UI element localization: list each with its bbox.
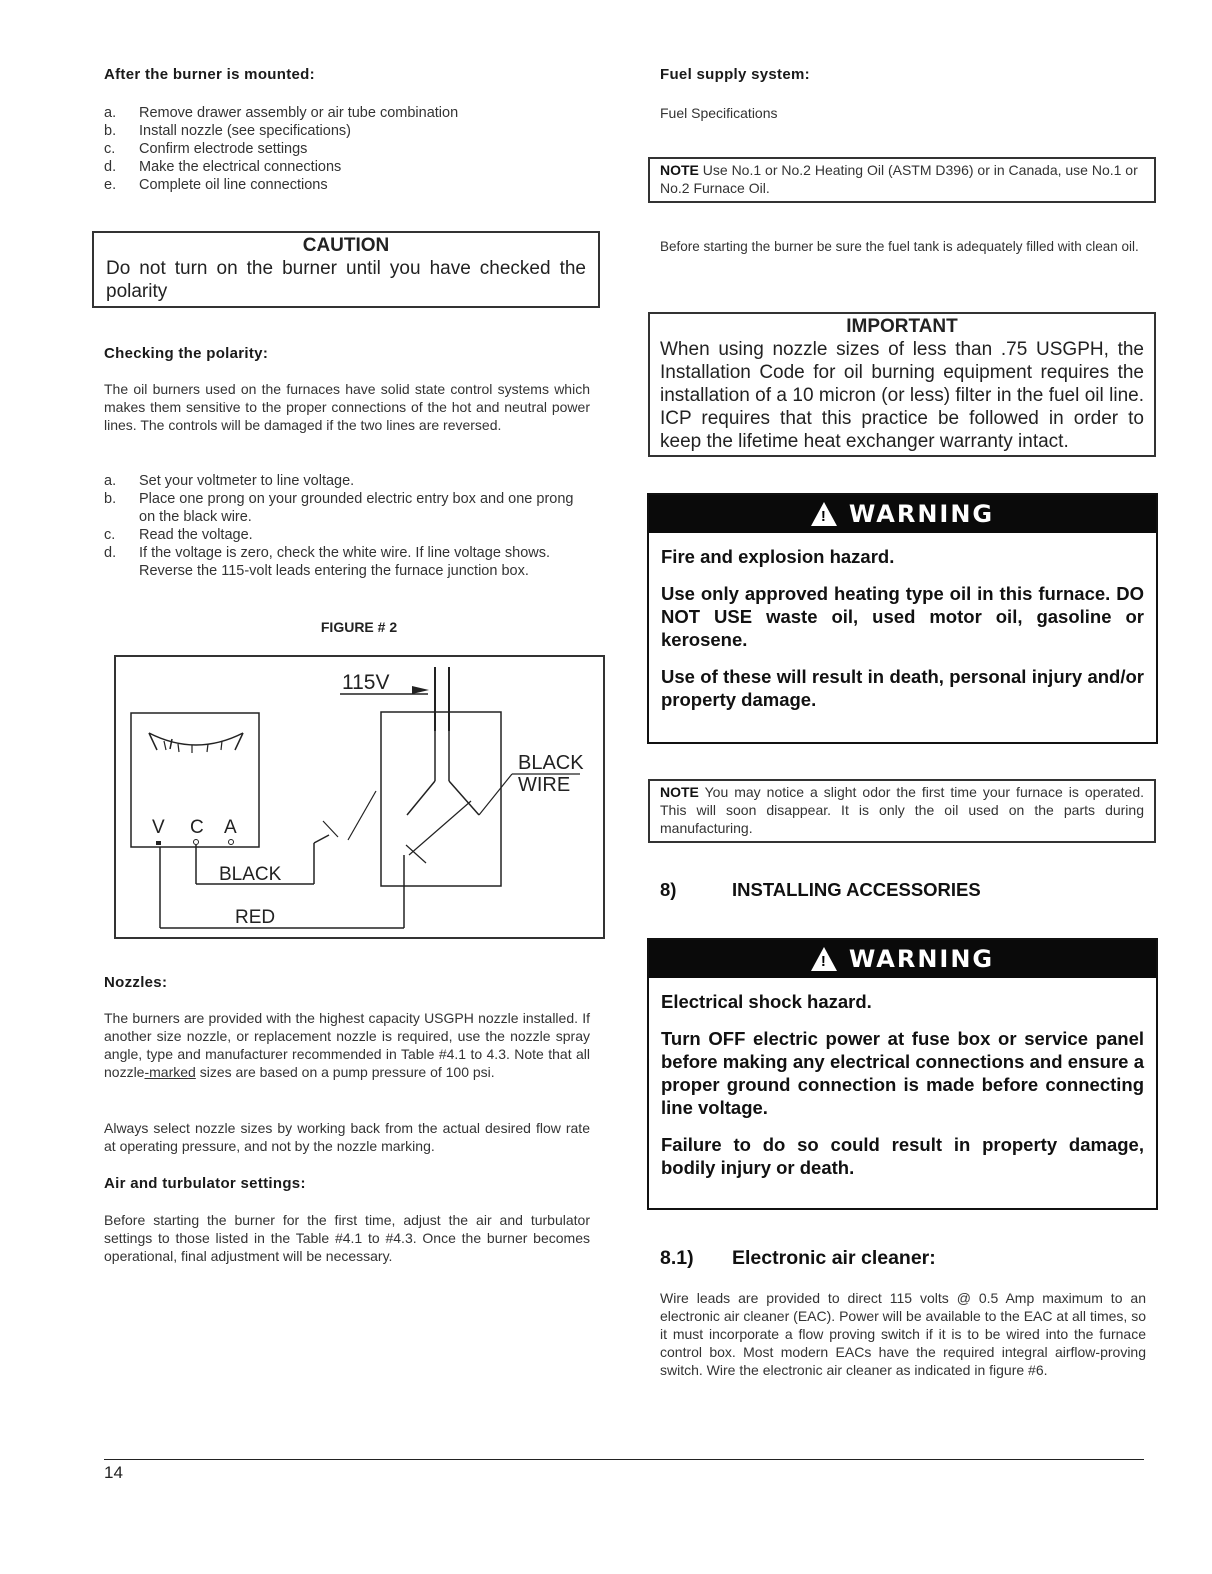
warning-label: WARNING <box>848 500 995 528</box>
polarity-paragraph: The oil burners used on the furnaces have solid state control systems which makes them sensitive to the proper connections of the hot and neutral power lines. The controls will be damaged if the two lines are reversed. <box>104 381 590 433</box>
fuel-note: NOTE Use No.1 or No.2 Heating Oil (ASTM D396) or in Canada, use No.1 or No.2 Furnace Oil. <box>660 162 1138 196</box>
polarity-figure <box>114 655 605 939</box>
after-mounted-heading: After the burner is mounted: <box>104 66 315 83</box>
page-number: 14 <box>104 1463 123 1482</box>
air-turbulator-heading: Air and turbulator settings: <box>104 1175 306 1192</box>
label-black-wire-2: WIRE <box>518 774 571 796</box>
fuel-tank-paragraph: Before starting the burner be sure the fuel tank is adequately filled with clean oil. <box>660 239 1139 254</box>
caution-box <box>92 231 600 308</box>
meter-c: C <box>190 817 204 838</box>
warning-banner <box>649 495 1156 533</box>
caution-title: CAUTION <box>302 235 390 256</box>
meter-a: A <box>224 817 237 838</box>
shock-warning-box <box>647 938 1158 1210</box>
list-item: b. Place one prong on your grounded electric entry box and one prong on the black wire. <box>104 491 574 525</box>
section-8-1-title: Electronic air cleaner: <box>732 1247 936 1269</box>
list-item: b. Install nozzle (see specifications) <box>104 123 351 139</box>
label-black: BLACK <box>219 864 282 885</box>
list-item: d. If the voltage is zero, check the white wire. If line voltage shows. Reverse the 115-volt leads entering the furnace junction box. <box>104 545 551 579</box>
list-item: a. Remove drawer assembly or air tube combination <box>104 105 459 121</box>
warning-triangle-icon: ! <box>811 947 837 971</box>
important-title: IMPORTANT <box>846 316 958 337</box>
fire-warning-p3: Use of these will result in death, personal injury and/or property damage. <box>661 666 1144 710</box>
figure-caption: FIGURE # 2 <box>320 619 398 635</box>
shock-warning-p3: Failure to do so could result in property damage, bodily injury or death. <box>661 1134 1144 1178</box>
nozzle-marked-link: -marked <box>144 1064 196 1080</box>
section-8-1-number: 8.1) <box>660 1247 694 1269</box>
nozzles-heading: Nozzles: <box>104 974 168 991</box>
air-turbulator-paragraph: Before starting the burner for the first time, adjust the air and turbulator settings to those listed in the Table #4.1 to #4.3. Once the burner becomes operational, final adjustment will be necessary. <box>104 1212 590 1264</box>
fire-warning-p2: Use only approved heating type oil in this furnace. DO NOT USE waste oil, used motor oil, gasoline or kerosene. <box>661 583 1144 650</box>
list-item: e. Complete oil line connections <box>104 177 328 193</box>
warning-banner <box>649 940 1156 978</box>
eac-paragraph: Wire leads are provided to direct 115 volts @ 0.5 Amp maximum to an electronic air cleaner (EAC). Power will be available to the EAC at all times, so it must incorporate a flow proving switch if it is to be wired into the furnace control box. Most modern EACs have the required integral airflow-proving switch. Wire the electronic air cleaner as indicated in figure #6. <box>660 1290 1146 1378</box>
shock-warning-p2: Turn OFF electric power at fuse box or service panel before making any electrical connections and ensure a proper ground connection is made before connecting line voltage. <box>661 1028 1144 1118</box>
fire-warning-box <box>647 493 1158 744</box>
footer-rule <box>104 1459 1144 1460</box>
meter-v: V <box>152 817 165 838</box>
label-black-wire-1: BLACK <box>518 752 584 774</box>
after-mounted-list <box>104 104 604 194</box>
odor-note: NOTE You may notice a slight odor the first time your furnace is operated. This will soon disappear. It is only the oil used on the parts during manufacturing. <box>660 784 1144 836</box>
list-item: a. Set your voltmeter to line voltage. <box>104 473 355 489</box>
section-8-number: 8) <box>660 879 677 900</box>
nozzles-paragraph-2: Always select nozzle sizes by working back from the actual desired flow rate at operating pressure, and not by the nozzle marking. <box>104 1120 590 1154</box>
list-item: c. Read the voltage. <box>104 527 253 543</box>
list-item: c. Confirm electrode settings <box>104 141 308 157</box>
label-red: RED <box>235 907 276 928</box>
warning-label: WARNING <box>848 945 995 973</box>
fuel-note-box <box>648 157 1156 203</box>
caution-body: Do not turn on the burner until you have checked the polarity <box>106 258 586 302</box>
polarity-heading: Checking the polarity: <box>104 345 269 362</box>
polarity-list <box>104 472 590 580</box>
fuel-specifications: Fuel Specifications <box>660 105 778 121</box>
list-item: d. Make the electrical connections <box>104 159 342 175</box>
label-115v: 115V <box>342 671 390 694</box>
section-8-title: INSTALLING ACCESSORIES <box>732 879 981 900</box>
important-body: When using nozzle sizes of less than .75 USGPH, the Installation Code for oil burning equipment requires the installation of a 10 micron (or less) filter in the fuel oil line. ICP requires that this practice be followed in order to keep the lifetime heat exchanger warranty intact. <box>660 339 1144 452</box>
odor-note-box <box>648 779 1156 843</box>
warning-triangle-icon: ! <box>811 502 837 526</box>
wiring-diagram <box>116 657 603 937</box>
fire-warning-p1: Fire and explosion hazard. <box>661 546 895 567</box>
important-box <box>648 312 1156 457</box>
fuel-supply-heading: Fuel supply system: <box>660 66 810 83</box>
shock-warning-p1: Electrical shock hazard. <box>661 991 872 1012</box>
nozzles-paragraph-1: The burners are provided with the highest capacity USGPH nozzle installed. If another size nozzle, or replacement nozzle is required, use the nozzle spray angle, type and manufacturer recommended in Table #4.1 to 4.3. Note that all nozzle-marked sizes are based on a pump pressure of 100 psi. <box>104 1010 590 1080</box>
